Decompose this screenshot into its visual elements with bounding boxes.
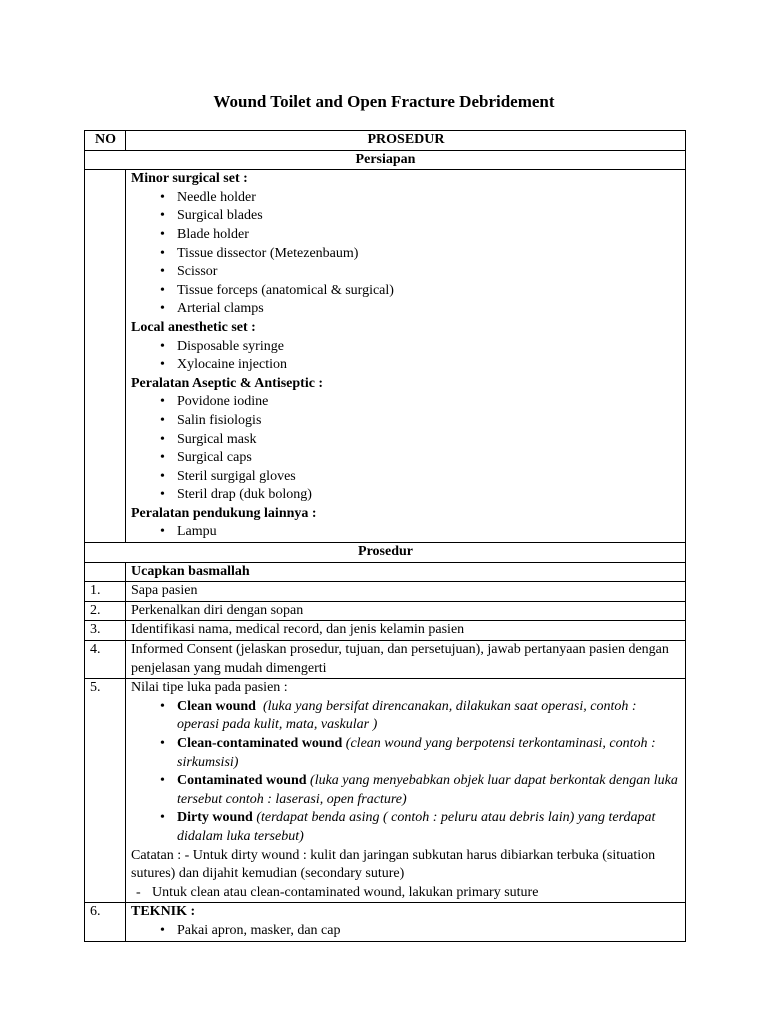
step5-content [126, 679, 686, 903]
step-number: 4. [85, 641, 126, 679]
table-row [85, 601, 686, 621]
no-cell-empty [85, 170, 126, 543]
wound-type-desc: (clean wound yang berpotensi terkontaminasi, contoh : sirkumsisi) [177, 736, 656, 770]
note-text: Catatan : - Untuk dirty wound : kulit dan jaringan subkutan harus dibiarkan terbuka (situation sutures) dan dijahit kemudian (secondary suture) [131, 847, 656, 882]
table-row [85, 641, 686, 679]
step-text: Nilai tipe luka pada pasien : [131, 680, 288, 696]
item-list [131, 523, 681, 542]
wound-type-name: Contaminated wound [177, 773, 307, 789]
list-item: • Pakai apron, masker, dan cap [177, 922, 681, 941]
list-item: • Povidone iodine [177, 393, 681, 412]
item-list [131, 189, 681, 319]
list-item: • Lampu [177, 523, 681, 542]
section-heading-persiapan: Persiapan [85, 150, 686, 170]
wound-type-desc: (terdapat benda asing ( contoh : peluru atau debris lain) yang terdapat didalam luka tersebut) [177, 810, 656, 844]
list-item: • Blade holder [177, 226, 681, 245]
persiapan-content [126, 170, 686, 543]
procedure-table [84, 130, 686, 942]
section-row-persiapan [85, 150, 686, 170]
step-title: TEKNIK : [131, 904, 196, 920]
list-item: • Tissue forceps (anatomical & surgical) [177, 282, 681, 301]
list-item: • Xylocaine injection [177, 356, 681, 375]
item-list [131, 338, 681, 375]
list-item: • Salin fisiologis [177, 412, 681, 431]
step6-content [126, 903, 686, 941]
item-list [131, 393, 681, 505]
group-title: Peralatan pendukung lainnya : [131, 505, 317, 521]
note-dash-item: - Untuk clean atau clean-contaminated wound, lakukan primary suture [131, 884, 681, 903]
wound-type-name: Dirty wound [177, 810, 253, 826]
step-text: Sapa pasien [126, 582, 686, 602]
table-row [85, 679, 686, 903]
wound-type-name: Clean-contaminated wound [177, 736, 343, 751]
table-row-persiapan [85, 170, 686, 543]
section-heading-prosedur: Prosedur [85, 543, 686, 563]
table-row [85, 903, 686, 941]
step-text: Perkenalkan diri dengan sopan [126, 601, 686, 621]
step-text: Informed Consent (jelaskan prosedur, tujuan, dan persetujuan), jawab pertanyaan pasien dengan penjelasan yang mudah dimengerti [126, 641, 686, 679]
section-row-prosedur [85, 543, 686, 563]
header-no: NO [85, 131, 126, 151]
table-row [85, 562, 686, 582]
list-item: • Needle holder [177, 189, 681, 208]
intro-step: Ucapkan basmallah [126, 562, 686, 582]
list-item: • Surgical blades [177, 207, 681, 226]
list-item: • Steril drap (duk bolong) [177, 486, 681, 505]
wound-type-desc: (luka yang bersifat direncanakan, dilakukan saat operasi, contoh : operasi pada kulit, mata, vaskular ) [177, 698, 637, 733]
step-number: 5. [85, 679, 126, 903]
list-item: • Arterial clamps [177, 300, 681, 319]
step-number: 3. [85, 621, 126, 641]
wound-type-item [177, 698, 681, 735]
step-number: 1. [85, 582, 126, 602]
list-item: • Steril surgigal gloves [177, 468, 681, 487]
step-number: 6. [85, 903, 126, 941]
group-title: Minor surgical set : [131, 171, 248, 187]
wound-type-name: Clean wound [177, 698, 256, 714]
table-row [85, 582, 686, 602]
step-number: 2. [85, 601, 126, 621]
list-item: • Scissor [177, 263, 681, 282]
list-item: • Surgical mask [177, 431, 681, 450]
wound-type-list [131, 698, 681, 847]
list-item: • Surgical caps [177, 449, 681, 468]
header-prosedur: PROSEDUR [126, 131, 686, 151]
table-header-row [85, 131, 686, 151]
wound-type-desc: (luka yang menyebabkan objek luar dapat berkontak dengan luka tersebut contoh : laserasi, open fracture) [177, 773, 678, 807]
table-row [85, 621, 686, 641]
list-item: • Disposable syringe [177, 338, 681, 357]
no-cell-empty [85, 562, 126, 582]
group-title: Peralatan Aseptic & Antiseptic : [131, 375, 324, 391]
document-title: Wound Toilet and Open Fracture Debridement [213, 92, 555, 111]
wound-type-item [177, 772, 681, 809]
list-item: • Tissue dissector (Metezenbaum) [177, 245, 681, 264]
wound-type-item [177, 735, 681, 772]
item-list [131, 922, 681, 941]
group-title: Local anesthetic set : [131, 319, 256, 335]
wound-type-item [177, 809, 681, 846]
step-text: Identifikasi nama, medical record, dan jenis kelamin pasien [126, 621, 686, 641]
